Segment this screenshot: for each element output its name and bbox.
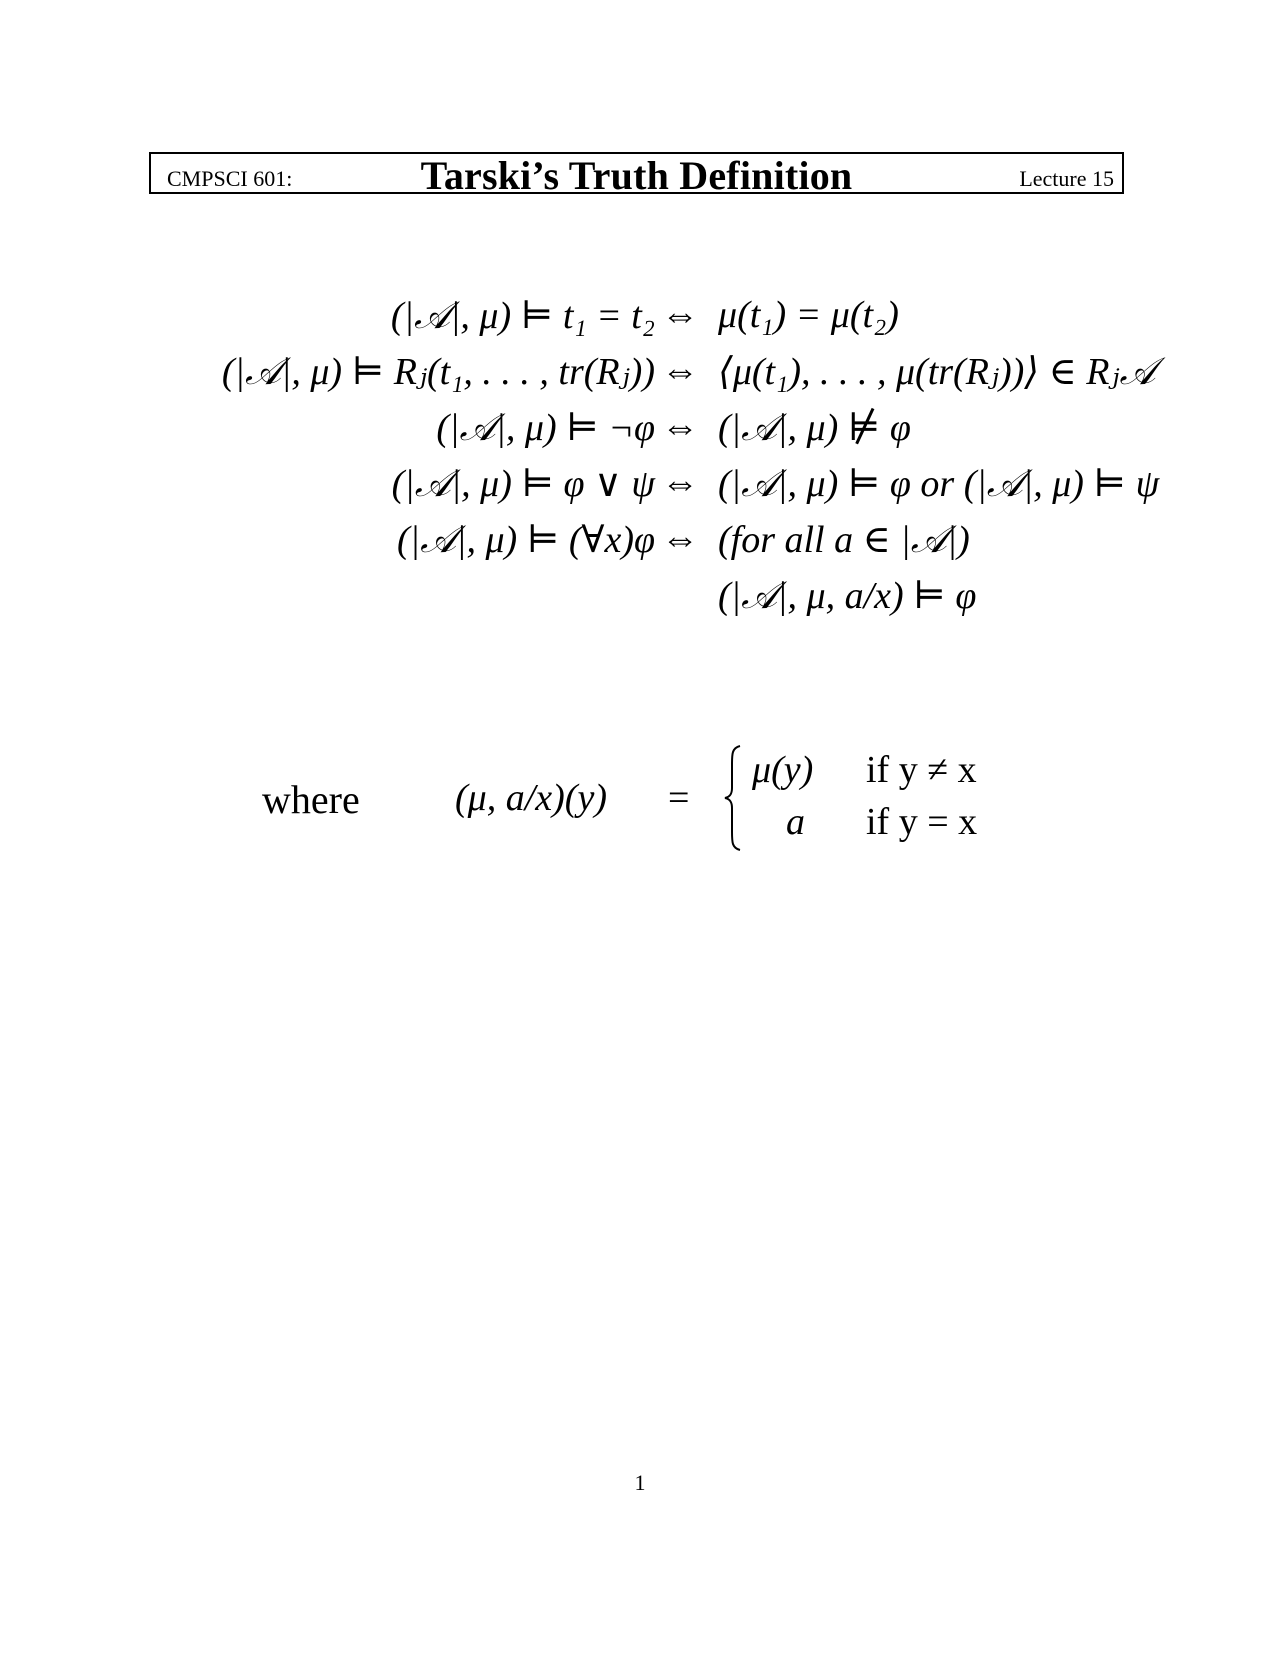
iff-symbol: ⇔ [661,294,699,336]
equation-lhs: (|𝒜|, μ) ⊨ φ ∨ ψ [391,463,655,505]
equals-sign: = [668,777,690,819]
equation-row-equality [0,293,1280,349]
course-label: CMPSCI 601: [167,166,293,191]
case-condition: if y = x [866,801,978,843]
case-value: a [786,801,805,843]
equation-row-disjunction [0,461,1280,517]
iff-symbol: ⇔ [661,518,699,560]
left-brace-icon [724,744,742,852]
equation-rhs: (|𝒜|, μ, a/x) ⊨ φ [718,575,977,617]
iff-symbol: ⇔ [661,350,699,392]
case-row-unequal-condition [866,748,977,792]
equation-rhs: (|𝒜|, μ) ⊭ φ [718,407,911,449]
lecture-label: Lecture 15 [1019,166,1114,191]
equation-rhs: (|𝒜|, μ) ⊨ φ or (|𝒜|, μ) ⊨ ψ [718,463,1160,505]
iff-symbol: ⇔ [661,406,699,448]
equation-row-universal [0,517,1280,573]
case-row-equal-condition [866,800,977,844]
case-row-equal [786,800,805,844]
case-condition: if y ≠ x [866,749,977,791]
truth-definition-equations [0,293,1280,629]
equation-lhs: (|𝒜|, μ) ⊨ (∀x)φ [396,519,655,561]
iff-symbol: ⇔ [661,462,699,504]
equation-row-universal-continued [0,573,1280,629]
case-value: μ(y) [752,749,814,791]
equation-lhs: (|𝒜|, μ) ⊨ ¬φ [436,407,655,449]
equation-rhs: μ(t₁) = μ(t₂) [718,294,899,336]
equation-lhs: (|𝒜|, μ) ⊨ Rⱼ(t₁, . . . , tr(Rⱼ)) [221,351,655,393]
page-number: 1 [634,1470,646,1495]
slide-header [149,152,1124,198]
where-label: where [262,777,360,822]
equation-lhs: (|𝒜|, μ) ⊨ t₁ = t₂ [390,295,655,337]
equation-row-negation [0,405,1280,461]
substitution-lhs: (μ, a/x)(y) [455,777,607,819]
case-row-unequal [752,748,813,792]
equation-rhs: (for all a ∈ |𝒜|) [718,519,970,561]
slide-title: Tarski’s Truth Definition [420,153,853,198]
equation-rhs: ⟨μ(t₁), . . . , μ(tr(Rⱼ))⟩ ∈ Rⱼ𝒜 [718,351,1156,393]
equation-row-relation [0,349,1280,405]
